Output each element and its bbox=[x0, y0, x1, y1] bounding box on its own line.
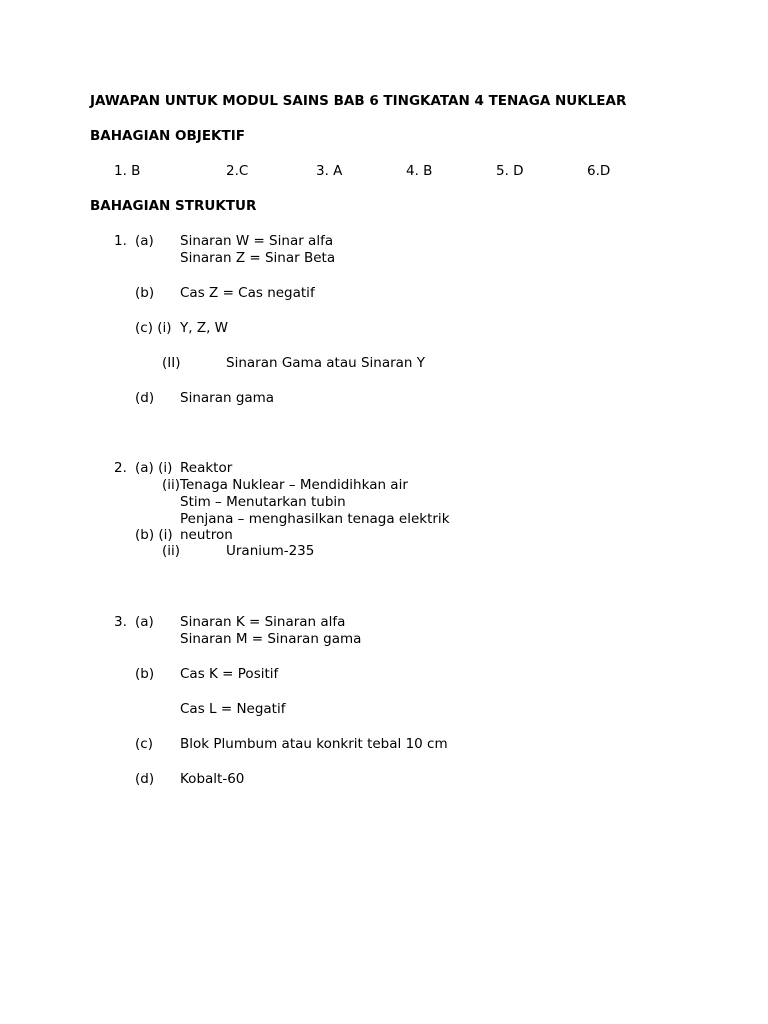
q1-b-label: (b) bbox=[135, 285, 155, 301]
q2-b-ii-label: (ii) bbox=[162, 543, 181, 559]
q1-d-text: Sinaran gama bbox=[180, 390, 275, 406]
objektif-answer-3: 3. A bbox=[316, 163, 343, 179]
q2-a-label: (a) (i) bbox=[135, 460, 173, 476]
q1-c-ii-text: Sinaran Gama atau Sinaran Y bbox=[226, 355, 426, 371]
q2-a-ii-label: (ii) bbox=[162, 477, 181, 493]
q3-a-label: (a) bbox=[135, 614, 154, 630]
q3-d-text: Kobalt-60 bbox=[180, 771, 245, 787]
q1-c-label: (c) (i) bbox=[135, 320, 172, 336]
q1-d-label: (d) bbox=[135, 390, 155, 406]
q2-a-ii-line1: Tenaga Nuklear – Mendidihkan air bbox=[180, 477, 408, 493]
q2-b-ii-text: Uranium-235 bbox=[226, 543, 315, 559]
objektif-answer-6: 6.D bbox=[587, 163, 611, 179]
q3-d-label: (d) bbox=[135, 771, 155, 787]
q3-b-line1: Cas K = Positif bbox=[180, 666, 279, 682]
q2-a-ii-line3: Penjana – menghasilkan tenaga elektrik bbox=[180, 511, 450, 527]
q3-a-line2: Sinaran M = Sinaran gama bbox=[180, 631, 362, 647]
objektif-answer-5: 5. D bbox=[496, 163, 524, 179]
q3-number: 3. bbox=[114, 614, 127, 630]
q3-b-label: (b) bbox=[135, 666, 155, 682]
q2-number: 2. bbox=[114, 460, 127, 476]
q3-c-text: Blok Plumbum atau konkrit tebal 10 cm bbox=[180, 736, 448, 752]
q1-b-text: Cas Z = Cas negatif bbox=[180, 285, 315, 301]
q1-c-ii-label: (II) bbox=[162, 355, 181, 371]
objektif-answer-2: 2.C bbox=[226, 163, 249, 179]
q2-b-i-text: neutron bbox=[180, 527, 233, 543]
q1-c-i-text: Y, Z, W bbox=[180, 320, 229, 336]
q2-a-ii-line2: Stim – Menutarkan tubin bbox=[180, 494, 346, 510]
q2-a-i-text: Reaktor bbox=[180, 460, 233, 476]
q1-a-label: (a) bbox=[135, 233, 154, 249]
objektif-heading: BAHAGIAN OBJEKTIF bbox=[90, 128, 245, 144]
objektif-answer-4: 4. B bbox=[406, 163, 433, 179]
q3-c-label: (c) bbox=[135, 736, 153, 752]
q3-a-line1: Sinaran K = Sinaran alfa bbox=[180, 614, 346, 630]
q1-a-line1: Sinaran W = Sinar alfa bbox=[180, 233, 334, 249]
document-title: JAWAPAN UNTUK MODUL SAINS BAB 6 TINGKATAN 4 TENAGA NUKLEAR bbox=[90, 93, 627, 109]
q1-number: 1. bbox=[114, 233, 127, 249]
struktur-heading: BAHAGIAN STRUKTUR bbox=[90, 198, 257, 214]
objektif-answer-1: 1. B bbox=[114, 163, 141, 179]
q2-b-label: (b) (i) bbox=[135, 527, 173, 543]
q3-b-line2: Cas L = Negatif bbox=[180, 701, 286, 717]
q1-a-line2: Sinaran Z = Sinar Beta bbox=[180, 250, 336, 266]
